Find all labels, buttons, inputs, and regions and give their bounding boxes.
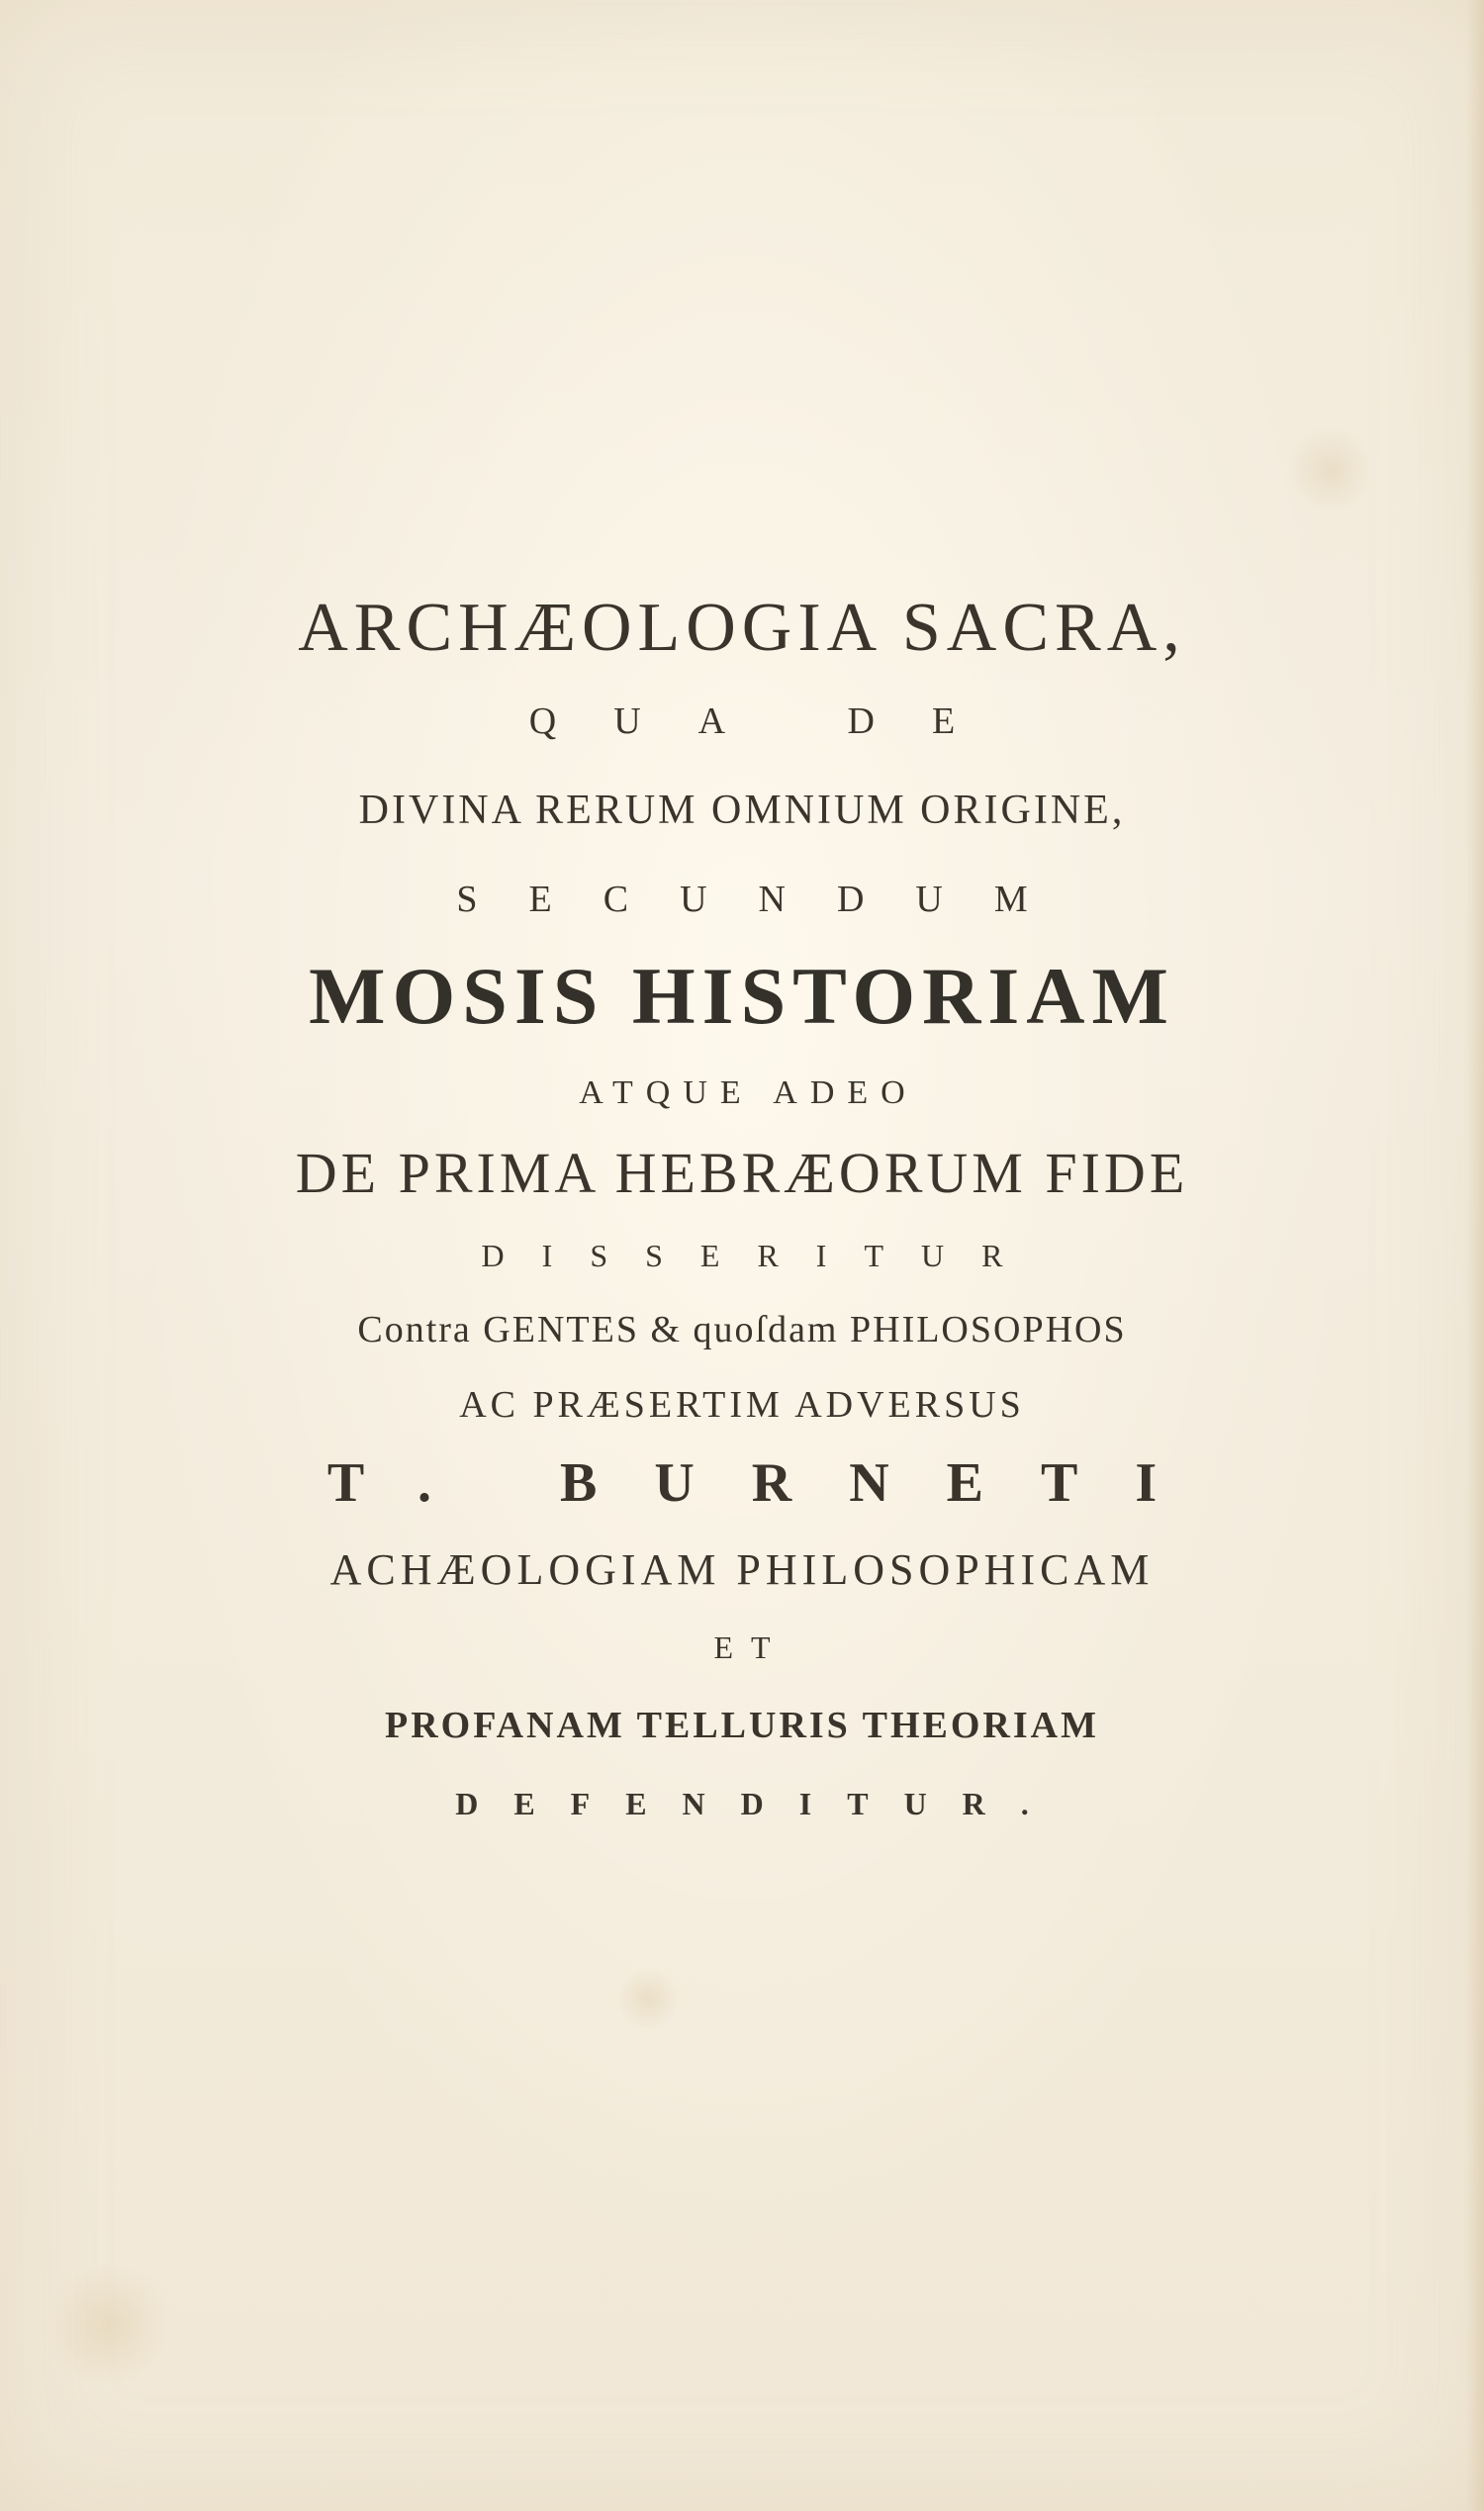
foxing-stain: [1286, 425, 1375, 514]
title-line-contra-gentes: Contra GENTES & quoſdam PHILOSOPHOS: [357, 1309, 1127, 1350]
title-line-disseritur: DISSERITUR: [481, 1238, 1041, 1273]
title-line-mosis-historiam: MOSIS HISTORIAM: [309, 951, 1175, 1041]
title-line-achaeologiam: ACHÆOLOGIAM PHILOSOPHICAM: [329, 1545, 1155, 1594]
foxing-stain: [40, 2266, 178, 2384]
main-title: ARCHÆOLOGIA SACRA,: [298, 590, 1186, 666]
title-line-profanam: PROFANAM TELLURIS THEORIAM: [385, 1705, 1099, 1746]
title-line-secundum: SECUNDUM: [456, 879, 1079, 920]
title-line-defenditur: DEFENDITUR.: [455, 1786, 1065, 1821]
title-line-et: ET: [713, 1629, 788, 1665]
title-block: [0, 590, 1484, 1821]
foxing-stain: [613, 1969, 683, 2028]
title-line-de-prima: DE PRIMA HEBRÆORUM FIDE: [295, 1141, 1189, 1205]
title-line-atque-adeo: ATQUE ADEO: [579, 1074, 918, 1111]
title-line-burneti: T. BURNETI: [326, 1452, 1215, 1514]
title-line-qua-de: QUA DE: [528, 700, 1013, 742]
title-line-divina: DIVINA RERUM OMNIUM ORIGINE,: [358, 788, 1126, 833]
title-line-ac-praesertim: AC PRÆSERTIM ADVERSUS: [459, 1384, 1025, 1426]
